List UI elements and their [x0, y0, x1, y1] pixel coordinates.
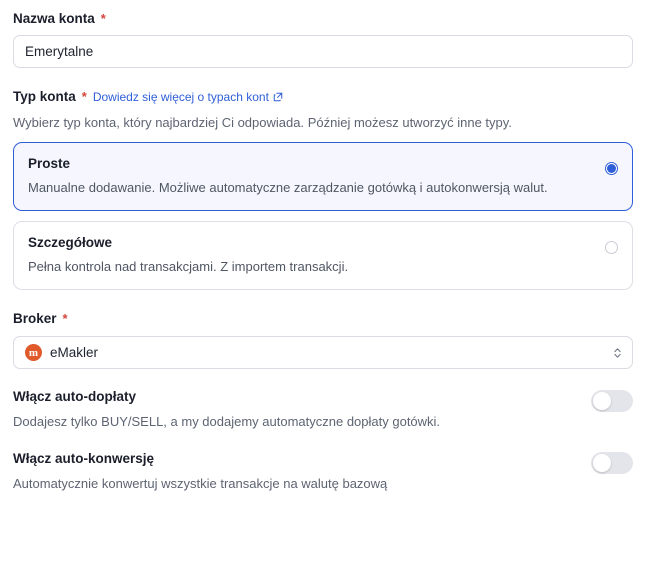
chevron-up-down-icon	[613, 346, 622, 360]
broker-label: Broker	[13, 311, 57, 326]
account-type-label: Typ konta	[13, 89, 76, 104]
account-type-option-szczegolowe[interactable]	[13, 221, 633, 290]
account-name-label-row	[13, 10, 633, 28]
account-type-options	[13, 142, 633, 290]
account-type-label-row	[13, 88, 633, 106]
auto-conversion-description: Automatycznie konwertuj wszystkie transakcje na walutę bazową	[13, 476, 388, 491]
auto-deposits-row	[13, 388, 633, 431]
broker-select[interactable]	[13, 336, 633, 369]
option-description: Pełna kontrola nad transakcjami. Z importem transakcji.	[28, 259, 349, 274]
option-title: Proste	[28, 156, 71, 171]
option-description: Manualne dodawanie. Możliwe automatyczne zarządzanie gotówką i autokonwersją walut.	[28, 180, 548, 195]
auto-conversion-text	[13, 450, 387, 493]
auto-deposits-title: Włącz auto-dopłaty	[13, 389, 137, 404]
auto-deposits-description: Dodajesz tylko BUY/SELL, a my dodajemy automatyczne dopłaty gotówki.	[13, 414, 441, 429]
help-link-label: Dowiedz się więcej o typach kont	[92, 90, 269, 104]
account-type-help-link[interactable]	[93, 88, 283, 106]
auto-conversion-title: Włącz auto-konwersję	[13, 451, 155, 466]
account-type-option-proste[interactable]	[13, 142, 633, 211]
radio-button-selected[interactable]	[605, 162, 618, 175]
auto-deposits-text	[13, 388, 440, 431]
external-link-icon	[273, 92, 283, 102]
account-name-input[interactable]	[13, 35, 633, 68]
option-title: Szczegółowe	[28, 235, 113, 250]
account-type-description: Wybierz typ konta, który najbardziej Ci odpowiada. Później możesz utworzyć inne typy.	[13, 115, 512, 130]
auto-deposits-toggle[interactable]	[591, 390, 633, 412]
radio-button[interactable]	[605, 241, 618, 254]
auto-conversion-toggle[interactable]	[591, 452, 633, 474]
required-asterisk: *	[100, 11, 106, 26]
broker-selected-value: eMakler	[50, 345, 99, 360]
account-name-label: Nazwa konta	[13, 11, 95, 26]
required-asterisk: *	[62, 311, 68, 326]
auto-conversion-row	[13, 450, 633, 493]
required-asterisk: *	[81, 89, 87, 104]
toggle-knob	[593, 454, 611, 472]
toggle-knob	[593, 392, 611, 410]
broker-label-row	[13, 310, 633, 328]
broker-avatar-icon: m	[25, 344, 42, 361]
